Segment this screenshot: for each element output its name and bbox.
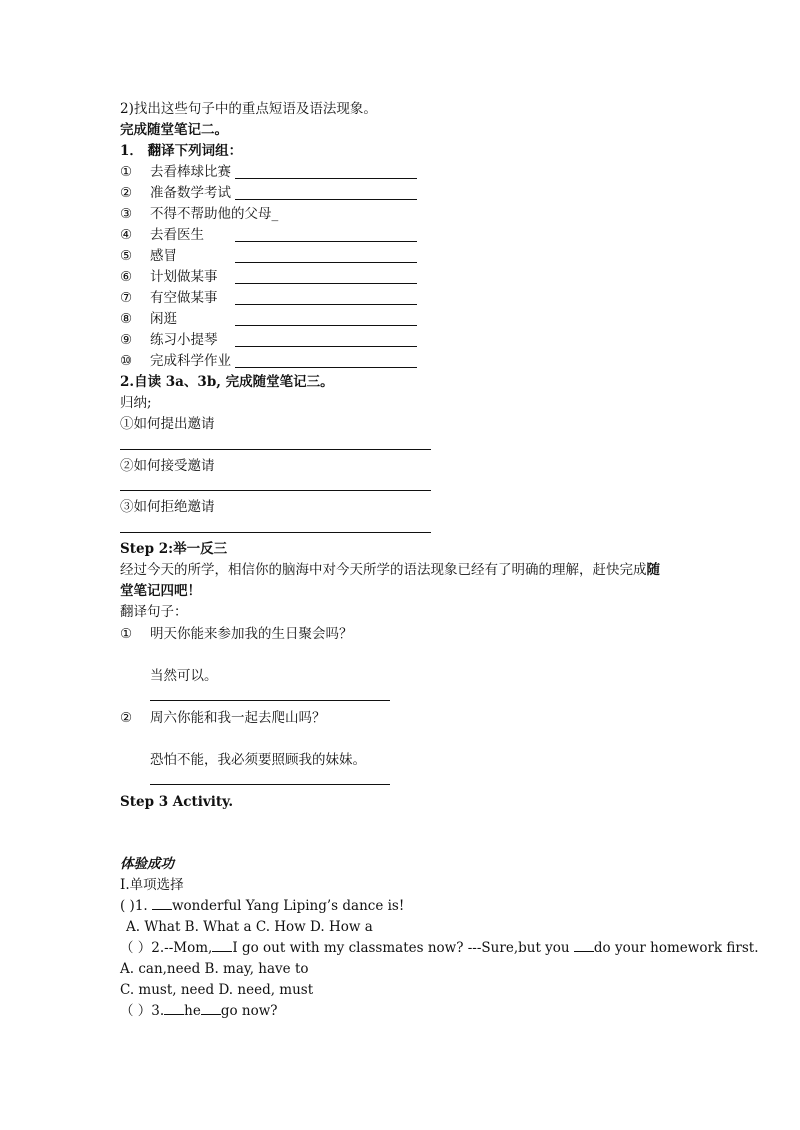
question-options: A. What B. What a C. How D. How a [126, 919, 373, 935]
phrase-text: 感冒 [150, 248, 177, 264]
phrase-number: ① [120, 164, 133, 180]
answer-blank[interactable] [235, 346, 417, 347]
translate-label: 翻译句子： [120, 604, 188, 620]
phrase-number: ⑩ [120, 353, 133, 369]
question-body: I go out with my classmates now? ---Sure,but you [232, 940, 574, 956]
answer-line[interactable] [120, 532, 431, 533]
phrase-number: ⑨ [120, 332, 133, 348]
instruction-line: 2)找出这些句子中的重点短语及语法现象。 [120, 101, 377, 117]
question-prefix: ( )1. [120, 898, 152, 914]
summary-label: 归纳; [120, 395, 152, 411]
phrase-number: ⑧ [120, 311, 133, 327]
answer-blank[interactable] [574, 939, 594, 952]
question-3 [120, 1002, 278, 1020]
question-body: do your homework first. [593, 940, 759, 956]
phrase-text: 准备数学考试 [150, 185, 231, 201]
phrase-text: 计划做某事 [150, 269, 218, 285]
answer-blank[interactable] [201, 1002, 221, 1015]
phrase-number: ⑦ [120, 290, 133, 306]
step-two-heading: Step 2:举一反三 [120, 541, 228, 557]
success-heading: 体验成功 [120, 856, 174, 872]
answer-hint: 当然可以。 [150, 668, 218, 684]
intro-text: 经过今天的所学，相信你的脑海中对今天所学的语法现象已经有了明确的理解，赶快完成 [120, 562, 647, 578]
step-two-intro [120, 561, 660, 579]
answer-blank[interactable] [235, 178, 417, 179]
answer-blank[interactable] [235, 199, 417, 200]
answer-line[interactable] [150, 784, 390, 785]
answer-line[interactable] [120, 490, 431, 491]
phrase-text: 去看棒球比赛 [150, 164, 231, 180]
question-options: C. must, need D. need, must [120, 982, 314, 998]
question-body: he [184, 1003, 201, 1019]
summary-item: ②如何接受邀请 [120, 458, 215, 474]
answer-blank[interactable] [164, 1002, 184, 1015]
phrase-number: ② [120, 185, 133, 201]
phrase-text: 闲逛 [150, 311, 177, 327]
exercise-section-label: I.单项选择 [120, 877, 184, 893]
question-prefix: （ ）3. [120, 1003, 165, 1019]
phrase-text: 去看医生 [150, 227, 204, 243]
answer-blank[interactable] [235, 241, 417, 242]
answer-line[interactable] [120, 449, 431, 450]
answer-hint: 恐怕不能，我必须要照顾我的妹妹。 [150, 752, 366, 768]
phrase-number: ④ [120, 227, 133, 243]
phrase-text: 有空做某事 [150, 290, 218, 306]
question-1 [120, 897, 404, 915]
answer-blank[interactable] [235, 304, 417, 305]
phrase-number: ⑤ [120, 248, 133, 264]
step-three-heading: Step 3 Activity. [120, 794, 234, 810]
phrase-text: 完成科学作业 [150, 353, 231, 369]
phrase-number: ⑥ [120, 269, 133, 285]
answer-blank[interactable] [235, 325, 417, 326]
answer-blank[interactable] [235, 367, 417, 368]
question-body: wonderful Yang Liping’s dance is! [172, 898, 405, 914]
question-text: 明天你能来参加我的生日聚会吗？ [150, 626, 353, 642]
question-text: 周六你能和我一起去爬山吗？ [150, 710, 326, 726]
section-two-heading: 2.自读 3a、3b, 完成随堂笔记三。 [120, 374, 334, 390]
answer-line[interactable] [150, 700, 390, 701]
question-prefix: （ ）2.--Mom, [120, 940, 213, 956]
note-two-heading: 完成随堂笔记二。 [120, 122, 228, 138]
answer-blank[interactable] [235, 283, 417, 284]
question-options: A. can,need B. may, have to [120, 961, 309, 977]
answer-blank[interactable] [212, 939, 232, 952]
question-number: ① [120, 626, 133, 642]
intro-bold: 随 [646, 562, 660, 578]
phrase-text: 练习小提琴 [150, 332, 218, 348]
summary-item: ③如何拒绝邀请 [120, 499, 215, 515]
phrase-number: ③ [120, 206, 133, 222]
section-one-heading: 1． 翻译下列词组： [120, 143, 243, 159]
answer-blank[interactable] [235, 262, 417, 263]
answer-blank[interactable] [152, 897, 172, 910]
question-2 [120, 939, 758, 957]
question-body: go now? [220, 1003, 278, 1019]
intro-continuation: 堂笔记四吧！ [120, 583, 201, 599]
question-number: ② [120, 710, 133, 726]
phrase-text: 不得不帮助他的父母_ [150, 206, 279, 222]
summary-item: ①如何提出邀请 [120, 416, 215, 432]
